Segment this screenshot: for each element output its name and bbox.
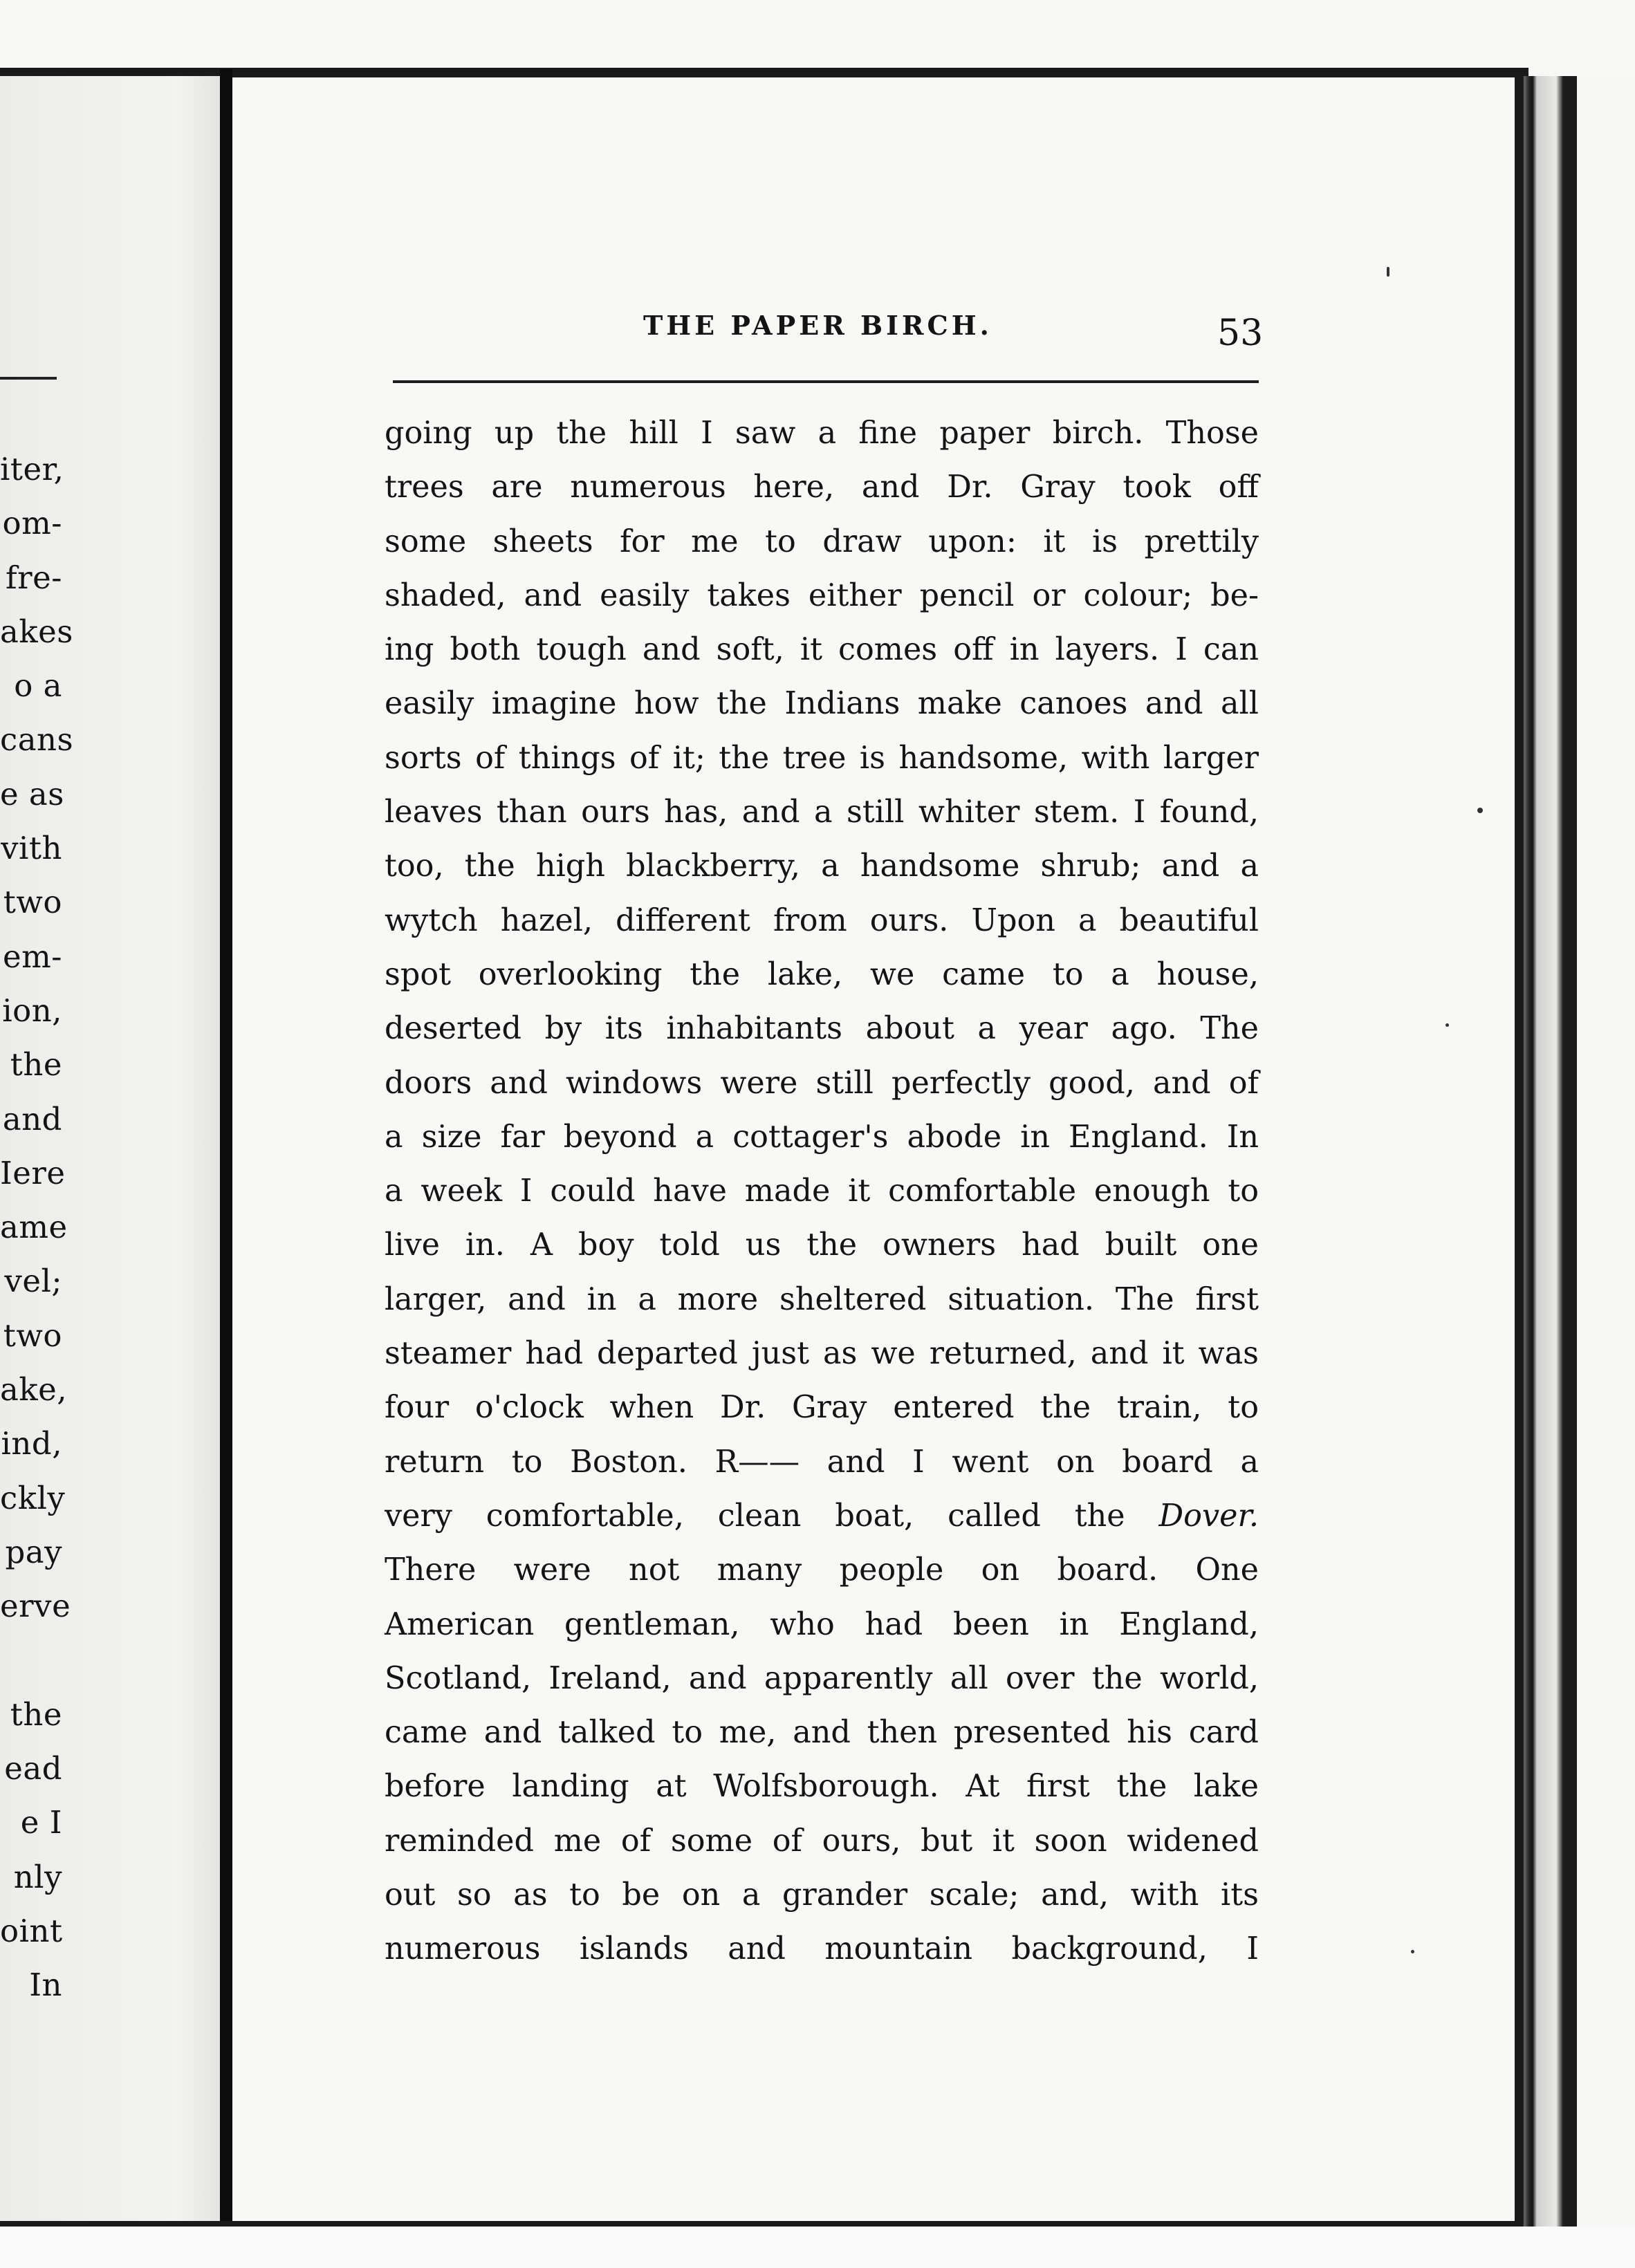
fragment-line: pay — [5, 1533, 62, 1570]
page-edge-shadow — [1515, 76, 1577, 2227]
fragment-line: akes — [0, 613, 73, 650]
scan-speck — [1411, 1950, 1414, 1953]
fragment-line: ead — [4, 1750, 62, 1787]
fragment-line: vel; — [4, 1263, 62, 1300]
text-line: some sheets for me to draw upon: it is prettily — [385, 523, 1259, 559]
text-line: deserted by its inhabitants about a year ago. The — [385, 1011, 1259, 1047]
text-line: came and talked to me, and then presented his card — [385, 1715, 1259, 1751]
text-line: There were not many people on board. One — [385, 1552, 1259, 1588]
text-line: spot overlooking the lake, we came to a house, — [385, 956, 1259, 992]
previous-page-fragments — [0, 443, 74, 2013]
scan-speck — [1477, 808, 1483, 813]
text-line: reminded me of some of ours, but it soon widened — [385, 1823, 1259, 1859]
fragment-line: fre- — [5, 559, 62, 596]
previous-page-rule — [0, 377, 57, 380]
fragment-line: and — [2, 1100, 62, 1137]
text-line: ing both tough and soft, it comes off in layers. I can — [385, 632, 1259, 668]
top-margin — [0, 0, 1635, 77]
fragment-line: ckly — [0, 1479, 66, 1516]
text-line: American gentleman, who had been in England, — [385, 1606, 1259, 1642]
text-line-with-italic — [385, 1489, 1259, 1543]
fragment-line: In — [29, 1967, 62, 2004]
fragment-line: iter, — [0, 451, 64, 487]
fragment-line: ind, — [1, 1425, 62, 1462]
text-line: live in. A boy told us the owners had built one — [385, 1227, 1259, 1263]
fragment-line: ion, — [2, 992, 62, 1029]
text-line: sorts of things of it; the tree is handsome, with larger — [385, 740, 1259, 776]
text-line: going up the hill I saw a fine paper birch. Those — [385, 416, 1259, 451]
text-line: doors and windows were still perfectly good, and of — [385, 1065, 1259, 1101]
fragment-line: o a — [14, 667, 62, 705]
text-line: shaded, and easily takes either pencil or colour; be- — [385, 577, 1259, 613]
fragment-line: vith — [1, 830, 62, 867]
text-line: a week I could have made it comfortable enough to — [385, 1173, 1259, 1209]
text-line: Scotland, Ireland, and apparently all over the world, — [385, 1660, 1259, 1696]
text-line: numerous islands and mountain background, I — [385, 1931, 1259, 1967]
fragment-line: ake, — [0, 1371, 68, 1409]
fragment-line: em- — [2, 938, 62, 975]
fragment-line: nly — [13, 1858, 62, 1895]
body-text — [385, 407, 1259, 1977]
text-line: steamer had departed just as we returned, and it was — [385, 1336, 1259, 1372]
fragment-line: two — [3, 884, 62, 921]
text-line: easily imagine how the Indians make canoes and all — [385, 686, 1259, 722]
fragment-line: two — [3, 1317, 62, 1354]
text-line: too, the high blackberry, a handsome shrub; and a — [385, 848, 1259, 884]
page-number: 53 — [1217, 313, 1264, 354]
fragment-line — [0, 1634, 62, 1688]
scan-speck — [1387, 267, 1389, 277]
text-line: four o'clock when Dr. Gray entered the train, to — [385, 1390, 1259, 1426]
text-line: trees are numerous here, and Dr. Gray took off — [385, 470, 1259, 505]
bottom-margin — [0, 2227, 1635, 2268]
italic-boat-name: Dover. — [1158, 1498, 1259, 1534]
text-line: wytch hazel, different from ours. Upon a beautiful — [385, 902, 1259, 938]
fragment-line: e I — [20, 1804, 62, 1841]
text-line: before landing at Wolfsborough. At first the lake — [385, 1769, 1259, 1805]
fragment-line: oint — [0, 1913, 63, 1950]
running-title: THE PAPER BIRCH. — [643, 310, 992, 341]
fragment-line: om- — [2, 505, 62, 542]
text-line: larger, and in a more sheltered situation. The first — [385, 1281, 1259, 1317]
fragment-line: e as — [0, 775, 64, 812]
fragment-line: the — [10, 1046, 62, 1084]
fragment-line: ame — [0, 1209, 68, 1246]
text-line: leaves than ours has, and a still whiter stem. I found, — [385, 794, 1259, 830]
text-segment: very comfortable, clean boat, called the — [385, 1498, 1125, 1534]
text-line: return to Boston. R—— and I went on board a — [385, 1444, 1259, 1480]
scan-speck — [1445, 1023, 1449, 1027]
fragment-line: erve — [0, 1588, 71, 1625]
book-gutter — [220, 69, 232, 2230]
fragment-line: Iere — [0, 1154, 66, 1191]
header-rule — [393, 380, 1259, 383]
fragment-line: the — [10, 1695, 62, 1733]
text-line: a size far beyond a cottager's abode in England. In — [385, 1119, 1259, 1155]
fragment-line: cans — [0, 721, 74, 759]
text-line: out so as to be on a grander scale; and, with its — [385, 1877, 1259, 1913]
